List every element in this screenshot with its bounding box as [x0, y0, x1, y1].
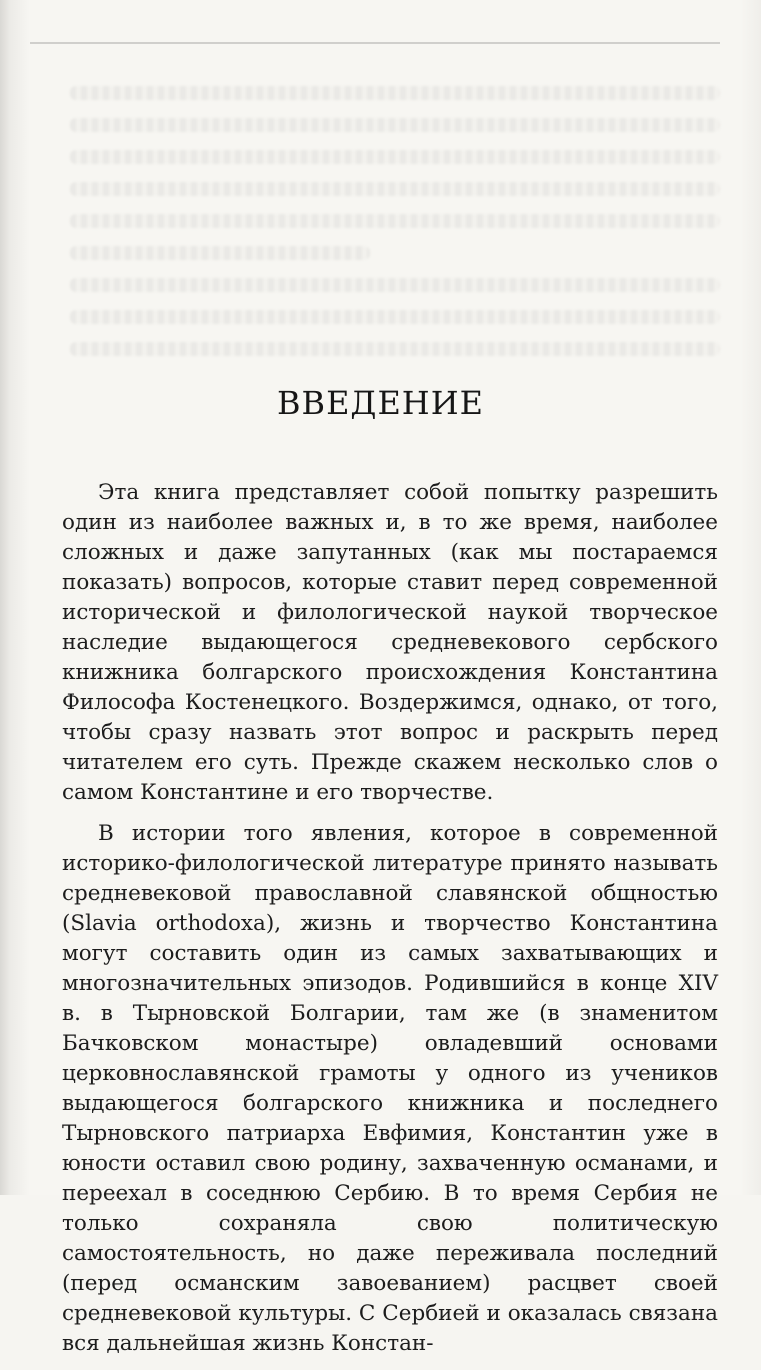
show-through-line [70, 182, 720, 196]
show-through-line [70, 246, 370, 260]
paragraph: Эта книга представляет собой попытку разрешить один из наиболее важных и, в то же время, наиболее сложных и даже запутанных (как мы постараемся показать) вопросов, которые ставит перед современной исторической и филологической наукой творческое наследие выдающегося средневекового сербского книжника болгарского происхождения Константина Философа Костенецкого. Воздержимся, однако, от того, чтобы сразу назвать этот вопрос и раскрыть перед читателем его суть. Прежде скажем несколько слов о самом Константине и его творчестве. [62, 480, 718, 805]
header-rule [30, 42, 720, 44]
show-through-line [70, 214, 720, 228]
chapter-title: ВВЕДЕНИЕ [277, 384, 484, 422]
body-text [62, 478, 718, 1370]
show-through-line [70, 278, 720, 292]
show-through-line [70, 150, 720, 164]
show-through-line [70, 118, 720, 132]
show-through-line [70, 86, 720, 100]
paragraph: В истории того явления, которое в современной историко-филологической литературе принято называть средневековой православной славянской общностью (Slavia orthodoxa), жизнь и творчество Константина могут составить один из самых захватывающих и многозначительных эпизодов. Родившийся в конце XIV в. в Тырновской Болгарии, там же (в знаменитом Бачковском монастыре) овладевший основами церковнославянской грамоты у одного из учеников выдающегося болгарского книжника и последнего Тырновского патриарха Евфимия, Константин уже в юности оставил свою родину, захваченную османами, и переехал в соседнюю Сербию. В то время Сербия не только сохраняла свою политическую самостоятельность, но даже переживала последний (перед османским завоеванием) расцвет своей средневековой культуры. С Сербией и оказалась связана вся дальнейшая жизнь Констан- [62, 821, 718, 1356]
show-through-line [70, 310, 720, 324]
show-through-line [70, 342, 720, 356]
